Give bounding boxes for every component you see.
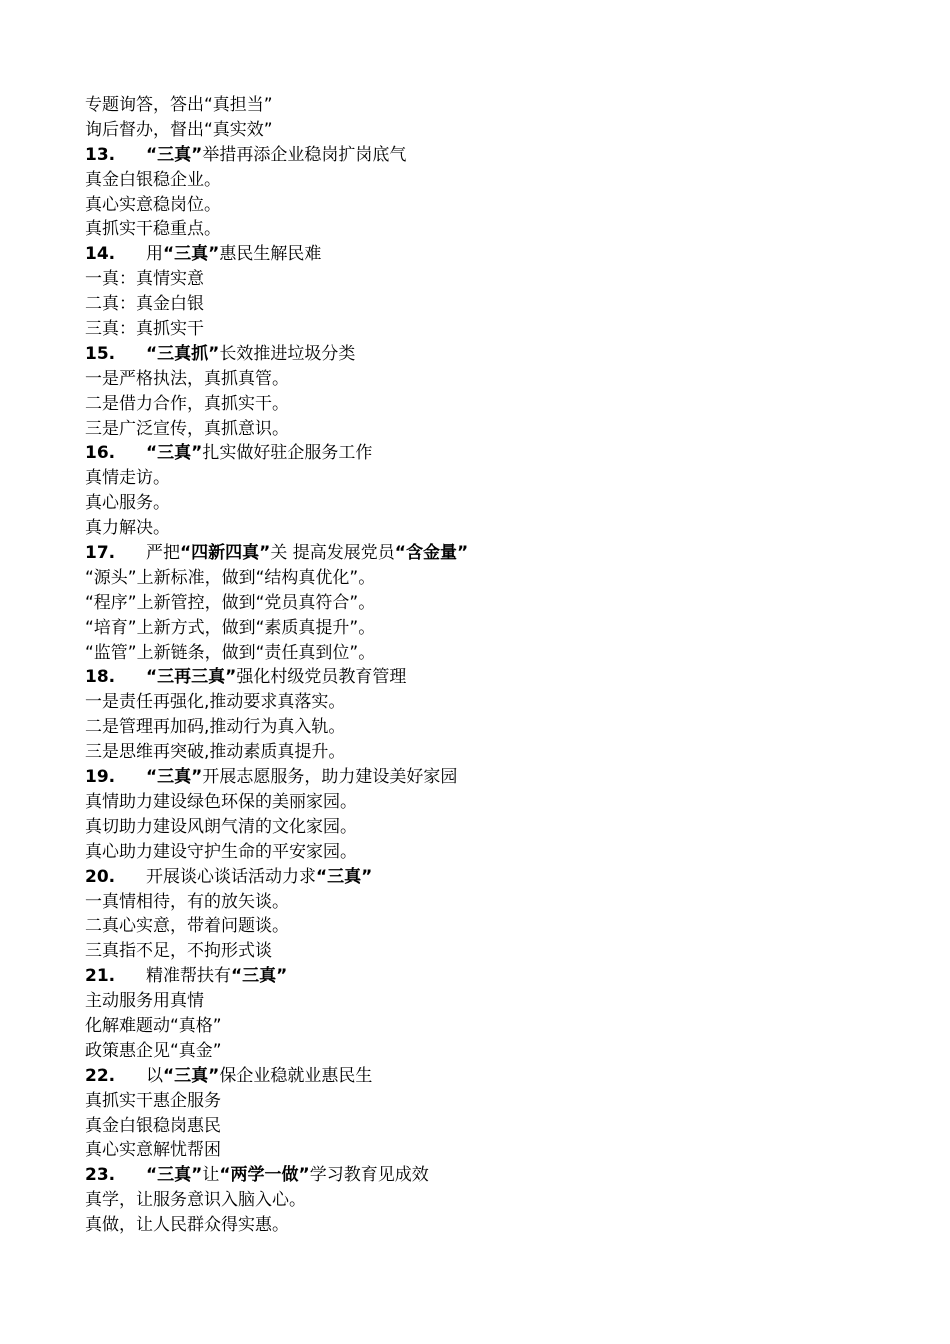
body-line: 三真指不足，不拘形式谈: [85, 941, 272, 962]
body-line: 一是责任再强化,推动要求真落实。: [85, 692, 346, 713]
body-line: 真力解决。: [85, 518, 170, 539]
heading-text: 开展志愿服务，助力建设美好家园: [202, 767, 458, 788]
heading-keyword: “三真”: [146, 767, 203, 788]
body-line: 真情助力建设绿色环保的美丽家园。: [85, 791, 357, 812]
section-number: 22.: [85, 1065, 116, 1086]
heading-keyword: “三再三真”: [146, 667, 237, 688]
section-heading: [85, 541, 905, 566]
heading-text: 关 提高发展党员: [270, 543, 395, 564]
section-heading: [85, 765, 905, 790]
section-heading: [85, 342, 905, 367]
heading-keyword: “三真抓”: [146, 343, 220, 364]
body-line: “源头”上新标准，做到“结构真优化”。: [85, 567, 376, 588]
section-number: 23.: [85, 1165, 116, 1186]
section-heading: [85, 665, 905, 690]
section-number: 19.: [85, 767, 116, 788]
section-number: 13.: [85, 144, 116, 165]
section-heading: [85, 441, 905, 466]
body-line: 二真：真金白银: [85, 294, 204, 315]
body-line: 二真心实意，带着问题谈。: [85, 916, 289, 937]
heading-text: 以: [146, 1065, 163, 1086]
section-number: 17.: [85, 543, 116, 564]
heading-keyword: “三真”: [163, 244, 220, 265]
heading-keyword: “含金量”: [394, 543, 469, 564]
body-line: 真金白银稳企业。: [85, 169, 221, 190]
body-line: 二是管理再加码,推动行为真入轨。: [85, 717, 346, 738]
heading-text: 开展谈心谈话活动力求: [146, 866, 316, 887]
body-line: 政策惠企见“真金”: [85, 1040, 222, 1061]
section-heading: [85, 865, 905, 890]
heading-keyword: “三真”: [231, 966, 288, 987]
heading-keyword: “三真”: [146, 443, 203, 464]
section-heading: [85, 143, 905, 168]
section-heading: [85, 242, 905, 267]
body-line: 主动服务用真情: [85, 991, 204, 1012]
section-heading: [85, 1064, 905, 1089]
body-line: 三是广泛宣传，真抓意识。: [85, 418, 289, 439]
body-line: 三是思维再突破,推动素质真提升。: [85, 742, 346, 763]
heading-text: 学习教育见成效: [309, 1165, 429, 1186]
body-line: 二是借力合作，真抓实干。: [85, 393, 289, 414]
body-line: 真金白银稳岗惠民: [85, 1115, 221, 1136]
heading-text: 扎实做好驻企服务工作: [202, 443, 373, 464]
body-line: “培育”上新方式，做到“素质真提升”。: [85, 617, 376, 638]
section-number: 20.: [85, 866, 116, 887]
section-number: 16.: [85, 443, 116, 464]
body-line: 询后督办，督出“真实效”: [85, 119, 273, 140]
section-heading: [85, 964, 905, 989]
heading-keyword: “两学一做”: [219, 1165, 310, 1186]
section-number: 15.: [85, 343, 116, 364]
heading-text: 严把: [146, 543, 180, 564]
body-line: 真心实意解忧帮困: [85, 1140, 221, 1161]
body-line: 一真：真情实意: [85, 269, 204, 290]
heading-text: 长效推进垃圾分类: [219, 343, 356, 364]
section-number: 18.: [85, 667, 116, 688]
heading-keyword: “三真”: [163, 1065, 220, 1086]
section-number: 14.: [85, 244, 116, 265]
heading-keyword: “四新四真”: [180, 543, 271, 564]
heading-text: 用: [146, 244, 163, 265]
heading-text: 强化村级党员教育管理: [236, 667, 407, 688]
body-line: 真心服务。: [85, 493, 170, 514]
section-number: 21.: [85, 966, 116, 987]
heading-text: 惠民生解民难: [219, 244, 322, 265]
heading-text: 让: [202, 1165, 220, 1186]
body-line: 真抓实干惠企服务: [85, 1090, 221, 1111]
heading-text: 精准帮扶有: [146, 966, 231, 987]
body-line: 真切助力建设风朗气清的文化家园。: [85, 816, 357, 837]
body-line: 三真：真抓实干: [85, 319, 204, 340]
heading-keyword: “三真”: [146, 1165, 203, 1186]
section-heading: [85, 1163, 905, 1188]
body-line: 真心实意稳岗位。: [85, 194, 221, 215]
body-line: 一真情相待，有的放矢谈。: [85, 891, 289, 912]
body-line: 一是严格执法，真抓真管。: [85, 368, 289, 389]
heading-keyword: “三真”: [146, 144, 203, 165]
body-line: 真心助力建设守护生命的平安家园。: [85, 841, 357, 862]
body-line: 真抓实干稳重点。: [85, 219, 221, 240]
body-line: 真情走访。: [85, 468, 170, 489]
body-line: 专题询答，答出“真担当”: [85, 95, 273, 115]
body-line: 真学，让服务意识入脑入心。: [85, 1190, 306, 1211]
heading-keyword: “三真”: [316, 866, 373, 887]
body-line: 化解难题动“真格”: [85, 1015, 222, 1036]
heading-text: 举措再添企业稳岗扩岗底气: [202, 144, 407, 165]
document-page: [85, 93, 905, 1238]
heading-text: 保企业稳就业惠民生: [219, 1065, 373, 1086]
body-line: 真做，让人民群众得实惠。: [85, 1215, 289, 1236]
body-line: “程序”上新管控，做到“党员真符合”。: [85, 592, 376, 613]
body-line: “监管”上新链条，做到“责任真到位”。: [85, 642, 376, 663]
